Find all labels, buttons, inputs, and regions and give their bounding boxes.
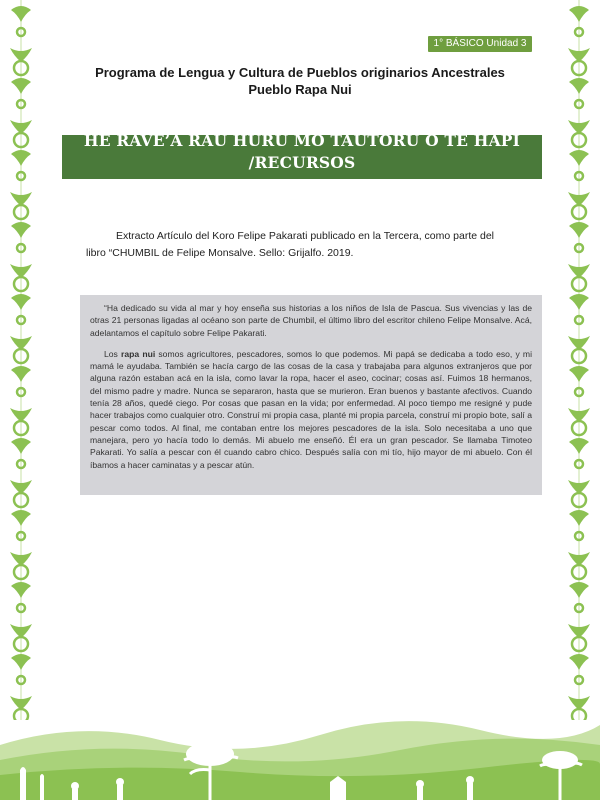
excerpt-paragraph-2 xyxy=(90,348,532,471)
excerpt-paragraph-1: “Ha dedicado su vida al mar y hoy enseña sus historias a los niños de Isla de Pascua. Sus vivencias y las de otras 21 personas ligadas al océano son parte de Chumbil, el último libro del escritor chileno Felipe Monsalve. Acá, adelantamos el capítulo sobre Felipe Pakarati. xyxy=(90,303,532,338)
people-title: Pueblo Rapa Nui xyxy=(248,82,352,97)
grade-unit-badge: 1° BÁSICO Unidad 3 xyxy=(428,36,532,52)
citation-text: Extracto Artículo del Koro Felipe Pakarati publicado en la Tercera, como parte del libro “CHUMBIL de Felipe Monsalve. Sello: Grijalfo. 2019. xyxy=(86,230,495,259)
excerpt-p2-rest: somos agricultores, pescadores, somos lo que podemos. Mi papá se dedicaba a todo eso, y mi mamá le ayudaba. También se hacía cargo de las cosas de la casa y trabajaba para algunos extranjeros que por alguna razón estaban acá en la isla, como lavar la ropa, hacer el aseo, cocinar; cosas así. Fuimos 18 hermanos, del mismo padre y madre. Nunca se separaron, hasta que se murieron. Eran buenos y bastante afectivos. Cuando tenía 28 años, quedé ciego. Por cosas que pasan en la vida; por enfermedad. Al poco tiempo me resigné y pude hacer trabajos como cualquier otro. Construí mi propia casa, planté mi propia parcela, construí mi propio bote, salí a pescar como todos. Al final, me contaban entre los mejores pescadores de la isla. Solo necesitaba a uno que manejara, pero yo hacía todo lo demás. Mi abuelo me enseñó. Él era un gran pescador. Se llamaba Timoteo Pakarati. Yo salía a pescar con él cuando cabro chico. Después salía con mi tío, hijo mayor de mi abuelo. Con él íbamos a hacer caminatas y a pescar atún. xyxy=(90,348,532,470)
page-header xyxy=(60,64,540,98)
source-citation xyxy=(86,228,516,262)
excerpt-box xyxy=(80,295,542,495)
decorative-border-left xyxy=(6,0,36,720)
section-banner xyxy=(62,131,542,179)
footer-landscape-illustration xyxy=(0,690,600,800)
decorative-border-right xyxy=(564,0,594,720)
excerpt-p2-bold: rapa nui xyxy=(121,348,156,359)
section-title: HE RĀVE’A RAU HURU MO TAUTORU O TE HĀPĪ /RECURSOS xyxy=(83,131,521,172)
excerpt-p2-lead: Los xyxy=(104,348,122,359)
program-title: Programa de Lengua y Cultura de Pueblos originarios Ancestrales xyxy=(95,65,505,80)
